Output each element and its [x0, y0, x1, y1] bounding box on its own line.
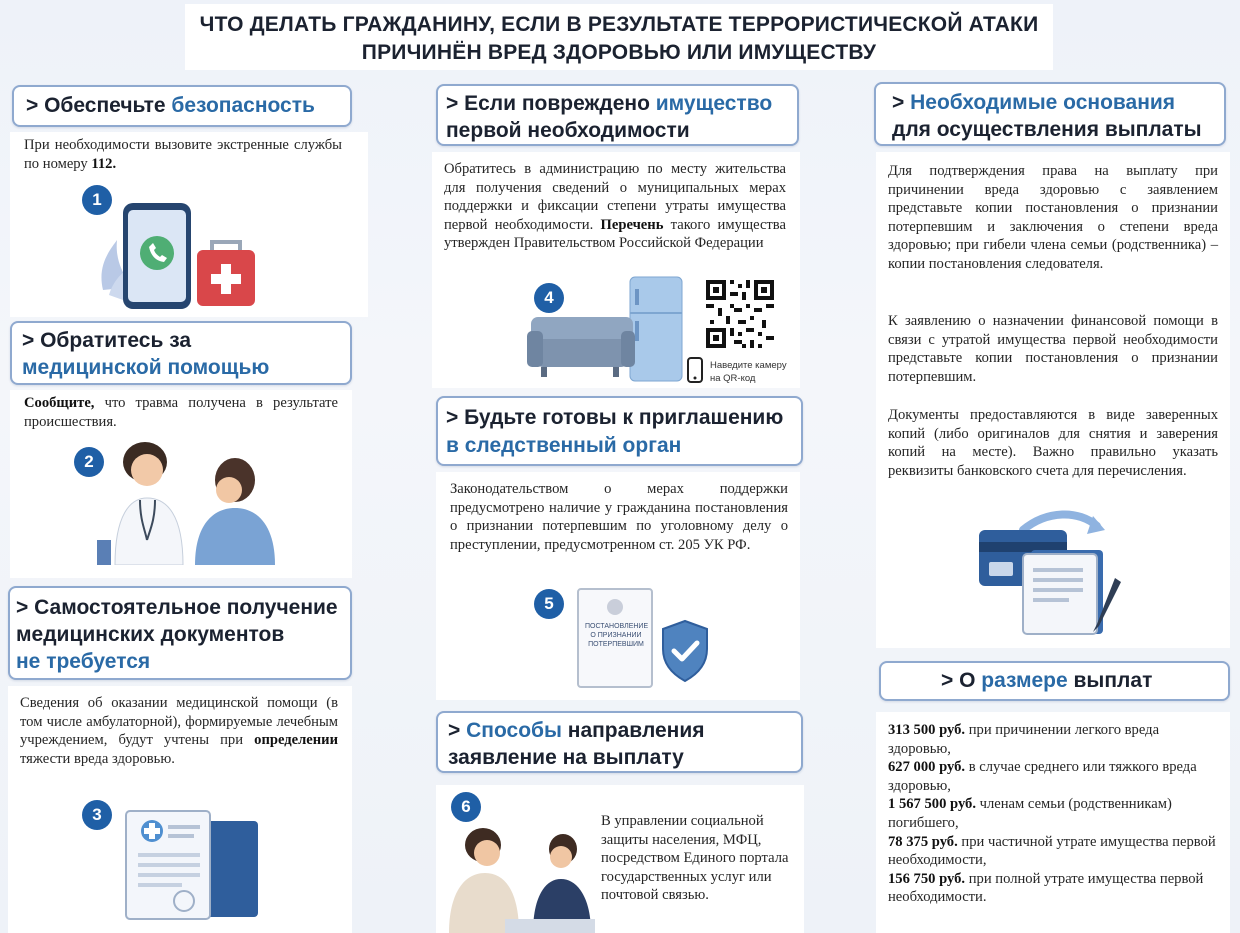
heading-property: > Если повреждено имущество первой необходимости	[436, 84, 799, 146]
payment-grounds-text-2: К заявлению о назначении финансовой помощи в связи с утратой имущества первой необходимости представьте копии постановления о признании потерпевшим.	[888, 313, 1218, 385]
shield-check-icon	[660, 619, 710, 683]
step-badge-5: 5	[534, 589, 564, 619]
step-badge-2: 2	[74, 447, 104, 477]
step-badge-4: 4	[534, 283, 564, 313]
safety-text: При необходимости вызовите экстренные службы по номеру 112.	[24, 137, 342, 172]
document-caption: ПОСТАНОВЛЕНИЕ О ПРИЗНАНИИ ПОТЕРПЕВШИМ	[585, 623, 649, 648]
payment-grounds-text-3: Документы предоставляются в виде заверенных копий (либо оригиналов для снятия и заверения копий на месте). Важно правильно указать реквизиты банковского счета для перечисления.	[888, 407, 1218, 479]
smartphone-icon	[686, 357, 704, 383]
investigation-text: Законодательством о мерах поддержки предусмотрено наличие у гражданина постановления о признании потерпевшим по уголовному делу о преступлении, предусмотренном ст. 205 УК РФ.	[450, 481, 788, 553]
qr-code	[704, 278, 776, 350]
qr-hint: Наведите камеру на QR-код	[710, 360, 787, 384]
heading-medical-help: > Обратитесь за медицинской помощью	[10, 321, 352, 385]
heading-payment-grounds: > Необходимые основания для осуществления выплаты	[874, 82, 1226, 146]
step-badge-1: 1	[82, 185, 112, 215]
title-line-2: ПРИЧИНЁН ВРЕД ЗДОРОВЬЮ ИЛИ ИМУЩЕСТВУ	[361, 41, 877, 64]
heading-safety: > Обеспечьте безопасность	[12, 85, 352, 127]
medical-documents-text: Сведения об оказании медицинской помощи (в том числе амбулаторной), формируемые лечебным учреждением, будут учтены при определении тяжести вреда здоровью.	[20, 695, 338, 767]
payment-grounds-text-1: Для подтверждения права на выплату при причинении вреда здоровью с заявлением представьте копии постановления о признании потерпевшим и заключения о степени вреда здоровью; при гибели члена семьи (родственника) – копии постановления следователя.	[888, 163, 1218, 272]
payment-amounts-list	[888, 721, 1224, 907]
step-badge-6: 6	[451, 792, 481, 822]
heading-payment-amounts: > О размере выплат	[879, 661, 1230, 701]
phone-and-medkit-illustration	[95, 195, 265, 315]
page-title	[185, 4, 1053, 70]
payment-item: 627 000 руб. в случае среднего или тяжкого вреда здоровью,	[888, 759, 1197, 794]
heading-application-methods: > Способы направления заявление на выплату	[436, 711, 803, 773]
consultation-illustration	[445, 825, 595, 933]
heading-investigation: > Будьте готовы к приглашению в следственный орган	[436, 396, 803, 466]
medical-document-illustration	[118, 805, 268, 923]
bank-card-documents-illustration	[975, 508, 1130, 636]
heading-medical-documents: > Самостоятельное получение медицинских документов не требуется	[8, 586, 352, 680]
property-text: Обратитесь в администрацию по месту жительства для получения сведений о муниципальных мерах поддержки и фиксации степени утраты имущества первой необходимости. Перечень такого имущества утвержден Правительством Российской Федерации	[444, 161, 786, 252]
medical-help-text: Сообщите, что травма получена в результате происшествия.	[24, 395, 338, 430]
title-line-1: ЧТО ДЕЛАТЬ ГРАЖДАНИНУ, ЕСЛИ В РЕЗУЛЬТАТЕ ТЕРРОРИСТИЧЕСКОЙ АТАКИ	[199, 13, 1039, 36]
payment-item: 313 500 руб. при причинении легкого вреда здоровью,	[888, 722, 1160, 757]
doctor-patient-illustration	[95, 440, 285, 565]
payment-item: 1 567 500 руб. членам семьи (родственникам) погибшего,	[888, 796, 1172, 831]
payment-item: 156 750 руб. при полной утрате имущества первой необходимости.	[888, 870, 1204, 906]
sofa-fridge-illustration	[525, 275, 695, 385]
step-badge-3: 3	[82, 800, 112, 830]
payment-item: 78 375 руб. при частичной утрате имущества первой необходимости,	[888, 833, 1216, 869]
application-methods-text: В управлении социальной защиты населения, МФЦ, посредством Единого портала государственных услуг или почтовой связью.	[601, 813, 789, 904]
